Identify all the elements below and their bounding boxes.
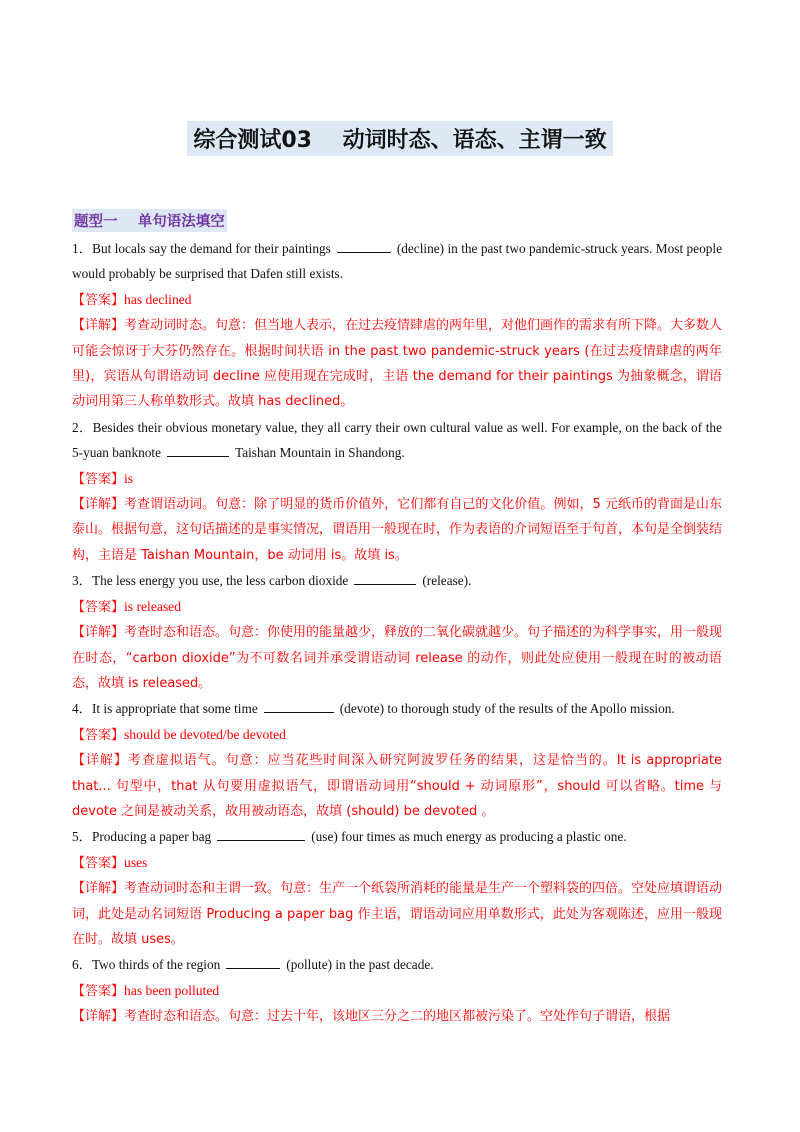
explanation-5: 【详解】考查动词时态和主谓一致。句意：生产一个纸袋所消耗的能量是生产一个塑料袋的四倍。空处应填谓语动词，此处是动名词短语 Producing a paper bag 作主语，谓语动词应用单数形式，此处为客观陈述，应用一般现在时。故填 uses。 — [72, 881, 723, 947]
question-text-after-blank: (release). — [422, 573, 472, 589]
question-3 — [72, 568, 722, 593]
explanation-2: 【详解】考查谓语动词。句意：除了明显的货币价值外，它们都有自己的文化价值。例如，5 元纸币的背面是山东泰山。根据句意，这句话描述的是事实情况，谓语用一般现在时，作为表语的介词短语至于句首，本句是全倒装结构，主语是 Taishan Mountain，be 动词用 is。故填 is。 — [72, 497, 723, 563]
explanation-3: 【详解】考查时态和语态。句意：你使用的能量越少，释放的二氧化碳就越少。句子描述的为科学事实，用一般现在时态，“carbon dioxide”为不可数名词并承受谓语动词 release 的动作，则此处应使用一般现在时的被动语态，故填 is released。 — [72, 625, 723, 691]
exercise-item-6 — [72, 952, 722, 1029]
answer-value: uses — [124, 854, 148, 870]
answer-blank — [337, 238, 391, 253]
answer-value: is released — [124, 598, 182, 614]
answer-4 — [72, 722, 722, 748]
answer-tag: 【答案】 — [72, 983, 125, 999]
answer-value: is — [124, 470, 134, 486]
answer-tag: 【答案】 — [72, 471, 125, 487]
exercise-item-3 — [72, 568, 722, 696]
question-text-after-blank: Taishan Mountain in Shandong. — [235, 445, 405, 461]
page-title: 综合测试03 动词时态、语态、主谓一致 — [187, 121, 612, 156]
answer-tag: 【答案】 — [72, 599, 125, 615]
question-text-before-blank: 3．The less energy you use, the less carbon dioxide — [72, 573, 349, 589]
question-text-before-blank: 1．But locals say the demand for their paintings — [72, 241, 331, 256]
answer-1 — [72, 287, 722, 313]
answer-3 — [72, 594, 722, 620]
question-text-before-blank: 2．Besides their obvious monetary value, they all carry their own cultural value as well. For example, on the back of the 5-yuan banknote — [72, 419, 722, 461]
answer-blank — [264, 698, 334, 713]
question-1 — [72, 236, 722, 287]
explanation-6: 【详解】考查时态和语态。句意：过去十年，该地区三分之二的地区都被污染了。空处作句子谓语，根据 — [72, 1009, 671, 1025]
answer-value: should be devoted/be devoted — [124, 726, 286, 742]
exercise-item-4 — [72, 696, 722, 824]
exercise-item-5 — [72, 824, 722, 952]
exercise-list — [72, 236, 722, 1030]
question-text-after-blank: (decline) in the past two pandemic-struck years. Most people would probably be surprised that Dafen still exists. — [72, 241, 722, 282]
answer-blank — [217, 826, 305, 841]
question-text-after-blank: (devote) to thorough study of the results of the Apollo mission. — [339, 701, 675, 717]
answer-tag: 【答案】 — [72, 727, 125, 743]
question-text-after-blank: (pollute) in the past decade. — [286, 957, 434, 973]
section-heading: 题型一 单句语法填空 — [72, 209, 227, 232]
answer-blank — [167, 442, 229, 457]
answer-6 — [72, 978, 722, 1004]
answer-blank — [354, 570, 416, 585]
answer-5 — [72, 850, 722, 876]
answer-tag: 【答案】 — [72, 855, 125, 871]
answer-tag: 【答案】 — [72, 292, 125, 308]
answer-value: has been polluted — [124, 982, 220, 998]
question-4 — [72, 696, 722, 721]
answer-value: has declined — [124, 291, 192, 307]
title-wrap — [0, 121, 800, 156]
question-text-before-blank: 5．Producing a paper bag — [72, 829, 212, 845]
explanation-1: 【详解】考查动词时态。句意：但当地人表示，在过去疫情肆虐的两年里，对他们画作的需求有所下降。大多数人可能会惊讶于大芬仍然存在。根据时间状语 in the past two pandemic-struck years (在过去疫情肆虐的两年里)，宾语从句谓语动词 decline 应使用现在完成时，主语 the demand for their paintings 为抽象概念，谓语动词用第三人称单数形式。故填 has declined。 — [72, 318, 723, 410]
question-6 — [72, 952, 722, 977]
answer-blank — [226, 954, 280, 969]
answer-2 — [72, 466, 722, 492]
exercise-item-2 — [72, 415, 722, 568]
question-2 — [72, 415, 722, 466]
question-5 — [72, 824, 722, 849]
question-text-after-blank: (use) four times as much energy as producing a plastic one. — [311, 829, 627, 845]
explanation-4: 【详解】考查虚拟语气。句意：应当花些时间深入研究阿波罗任务的结果，这是恰当的。It is appropriate that... 句型中，that 从句要用虚拟语气，即谓语动词用“should + 动词原形”，should 可以省略。time 与 devote 之间是被动关系，故用被动语态，故填 (should) be devoted 。 — [72, 753, 722, 819]
exercise-item-1 — [72, 236, 722, 415]
question-text-before-blank: 6．Two thirds of the region — [72, 957, 221, 973]
question-text-before-blank: 4．It is appropriate that some time — [72, 701, 258, 717]
